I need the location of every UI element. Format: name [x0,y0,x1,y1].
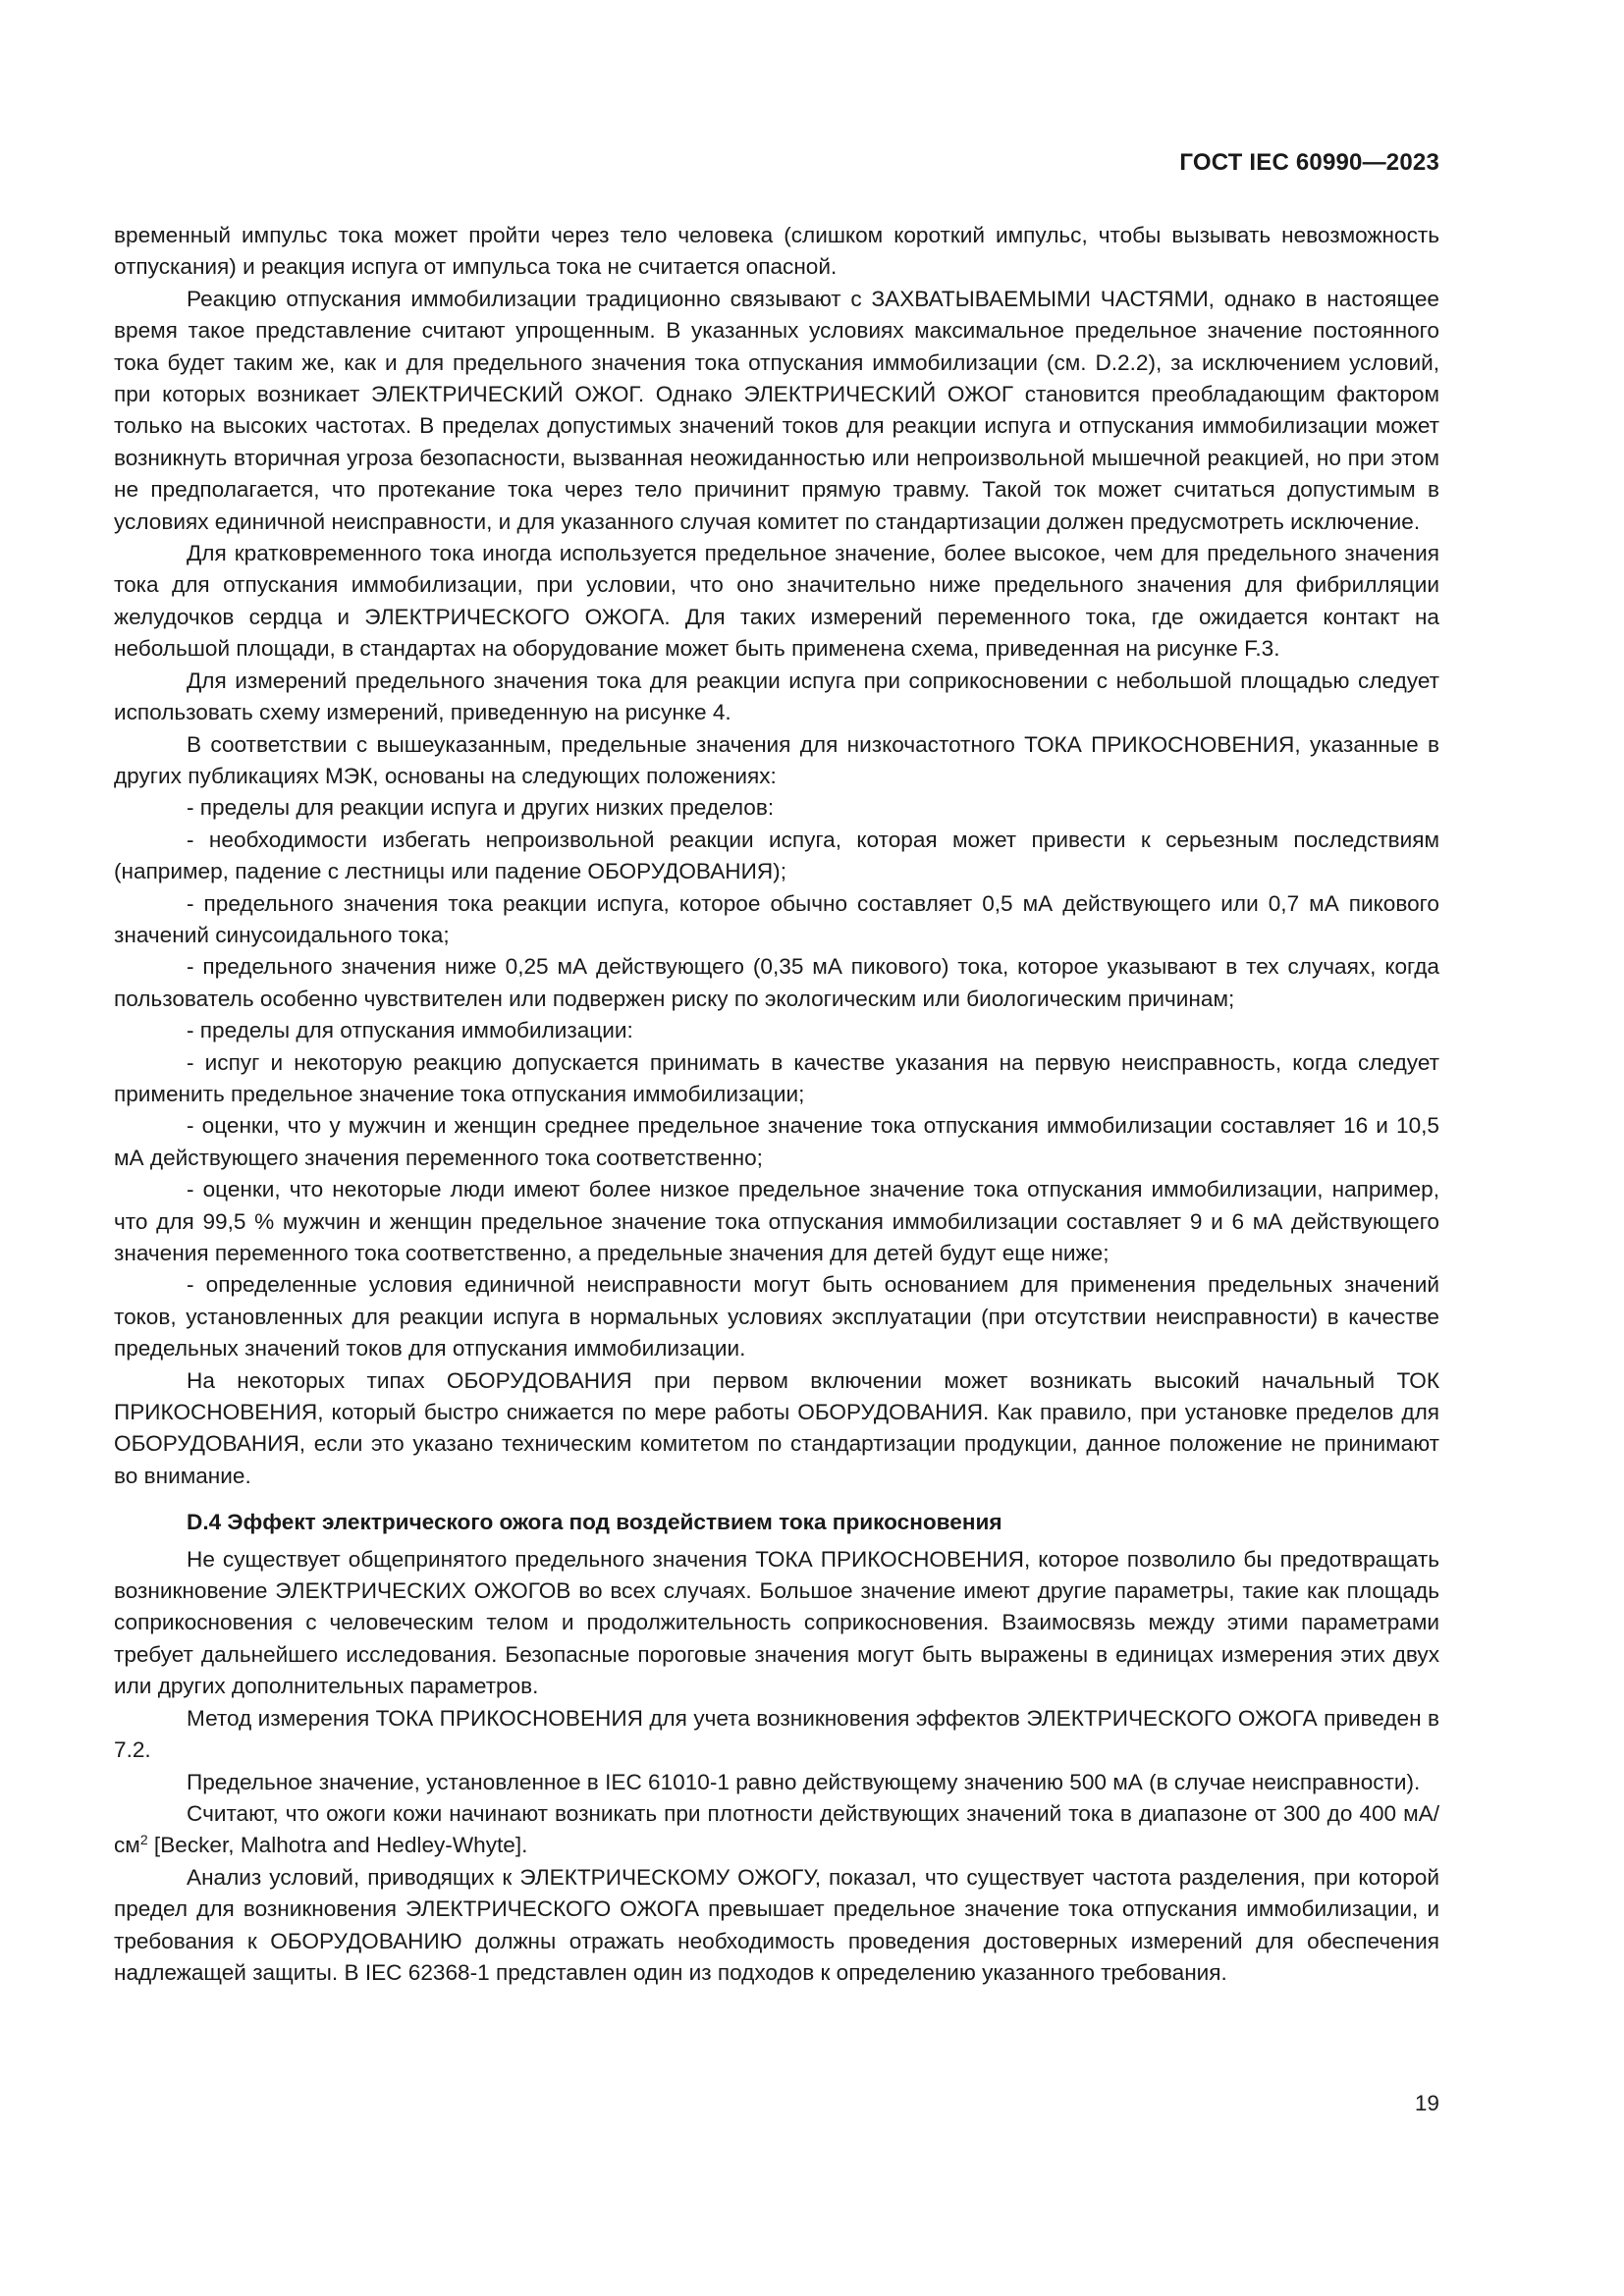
standard-designation: ГОСТ IEC 60990—2023 [1179,149,1439,176]
paragraph: Метод измерения ТОКА ПРИКОСНОВЕНИЯ для учета возникновения эффектов ЭЛЕКТРИЧЕСКОГО ОЖОГА приведен в 7.2. [114,1705,1439,1763]
paragraph: Предельное значение, установленное в IEC 61010-1 равно действующему значению 500 мА (в случае неисправности). [187,1769,1421,1794]
paragraph: На некоторых типах ОБОРУДОВАНИЯ при первом включении может возникать высокий начальный ТОК ПРИКОСНОВЕНИЯ, который быстро снижается по мере работы ОБОРУДОВАНИЯ. Как правило, при установке пределов для ОБОРУДОВАНИЯ, если это указано техническим комитетом по стандартизации продукции, данное положение не принимают во внимание. [114,1367,1439,1488]
list-item: - испуг и некоторую реакцию допускается принимать в качестве указания на первую неисправность, когда следует применить предельное значение тока отпускания иммобилизации; [114,1049,1439,1106]
document-body [114,220,1439,1989]
list-item: - пределы для реакции испуга и других низких пределов: [187,795,775,821]
list-item: - определенные условия единичной неисправности могут быть основанием для применения предельных значений токов, установленных для реакции испуга в нормальных условиях эксплуатации (при отсутствии неисправности) в качестве предельных значений токов для отпускания иммобилизации. [114,1272,1439,1362]
paragraph: Реакцию отпускания иммобилизации традиционно связывают с ЗАХВАТЫВАЕМЫМИ ЧАСТЯМИ, однако в настоящее время такое представление считают упрощенным. В указанных условиях максимальное предельное значение постоянного тока будет таким же, как и для предельного значения тока отпускания иммобилизации (см. D.2.2), за исключением условий, при которых возникает ЭЛЕКТРИЧЕСКИЙ ОЖОГ. Однако ЭЛЕКТРИЧЕСКИЙ ОЖОГ становится преобладающим фактором только на высоких частотах. В пределах допустимых значений токов для реакции испуга и отпускания иммобилизации может возникнуть вторичная угроза безопасности, вызванная неожиданностью или непроизвольной мышечной реакцией, но при этом не предполагается, что протекание тока через тело причинит прямую травму. Такой ток может считаться допустимым в условиях единичной неисправности, и для указанного случая комитет по стандартизации должен предусмотреть исключение. [114,286,1439,534]
superscript: 2 [139,1832,148,1848]
list-item: - предельного значения тока реакции испуга, которое обычно составляет 0,5 мА действующего или 0,7 мА пикового значений синусоидального тока; [114,890,1439,947]
page-number: 19 [1414,2091,1439,2115]
paragraph: Для кратковременного тока иногда используется предельное значение, более высокое, чем для предельного значения тока для отпускания иммобилизации, при условии, что оно значительно ниже предельного значения для фибрилляции желудочков сердца и ЭЛЕКТРИЧЕСКОГО ОЖОГА. Для таких измерений переменного тока, где ожидается контакт на небольшой площади, в стандартах на оборудование может быть применена схема, приведенная на рисунке F.3. [114,541,1439,662]
section-heading-d4: D.4 Эффект электрического ожога под воздействием тока прикосновения [187,1510,1002,1535]
paragraph: В соответствии с вышеуказанным, предельные значения для низкочастотного ТОКА ПРИКОСНОВЕНИЯ, указанные в других публикациях МЭК, основаны на следующих положениях: [114,731,1439,788]
paragraph-continuation: временный импульс тока может пройти через тело человека (слишком короткий импульс, чтобы вызывать невозможность отпускания) и реакция испуга от импульса тока не считается опасной. [114,223,1439,280]
list-item: - оценки, что некоторые люди имеют более низкое предельное значение тока отпускания иммобилизации, например, что для 99,5 % мужчин и женщин предельное значение тока отпускания иммобилизации составляет 9 и 6 мА действующего значения переменного тока соответственно, а предельные значения для детей будут еще ниже; [114,1177,1439,1265]
paragraph: Для измерений предельного значения тока для реакции испуга при соприкосновении с небольшой площадью следует использовать схему измерений, приведенную на рисунке 4. [114,667,1439,725]
list-item: - оценки, что у мужчин и женщин среднее предельное значение тока отпускания иммобилизации составляет 16 и 10,5 мА действующего значения переменного тока соответственно; [114,1113,1439,1170]
paragraph-with-superscript [114,1798,1439,1862]
list-item: - пределы для отпускания иммобилизации: [187,1018,633,1043]
paragraph: Не существует общепринятого предельного значения ТОКА ПРИКОСНОВЕНИЯ, которое позволило бы предотвращать возникновение ЭЛЕКТРИЧЕСКИХ ОЖОГОВ во всех случаях. Большое значение имеют другие параметры, такие как площадь соприкосновения с человеческим телом и продолжительность соприкосновения. Взаимосвязь между этими параметрами требует дальнейшего исследования. Безопасные пороговые значения могут быть выражены в единицах измерения этих двух или других дополнительных параметров. [114,1546,1439,1699]
text-segment: Считают, что ожоги кожи начинают возникать при плотности действующих значений тока в диапазоне от 300 до 400 мА/см [114,1800,1439,1858]
paragraph: Анализ условий, приводящих к ЭЛЕКТРИЧЕСКОМУ ОЖОГУ, показал, что существует частота разделения, при которой предел для возникновения ЭЛЕКТРИЧЕСКОГО ОЖОГА превышает предельное значение тока отпускания иммобилизации, и требования к ОБОРУДОВАНИЮ должны отражать необходимость проведения достоверных измерений для обеспечения надлежащей защиты. В IEC 62368-1 представлен один из подходов к определению указанного требования. [114,1864,1439,1985]
list-item: - необходимости избегать непроизвольной реакции испуга, которая может привести к серьезным последствиям (например, падение с лестницы или падение ОБОРУДОВАНИЯ); [114,827,1439,884]
text-segment: [Becker, Malhotra and Hedley-Whyte]. [147,1833,528,1858]
list-item: - предельного значения ниже 0,25 мА действующего (0,35 мА пикового) тока, которое указывают в тех случаях, когда пользователь особенно чувствителен или подвержен риску по экологическим или биологическим причинам; [114,954,1439,1011]
